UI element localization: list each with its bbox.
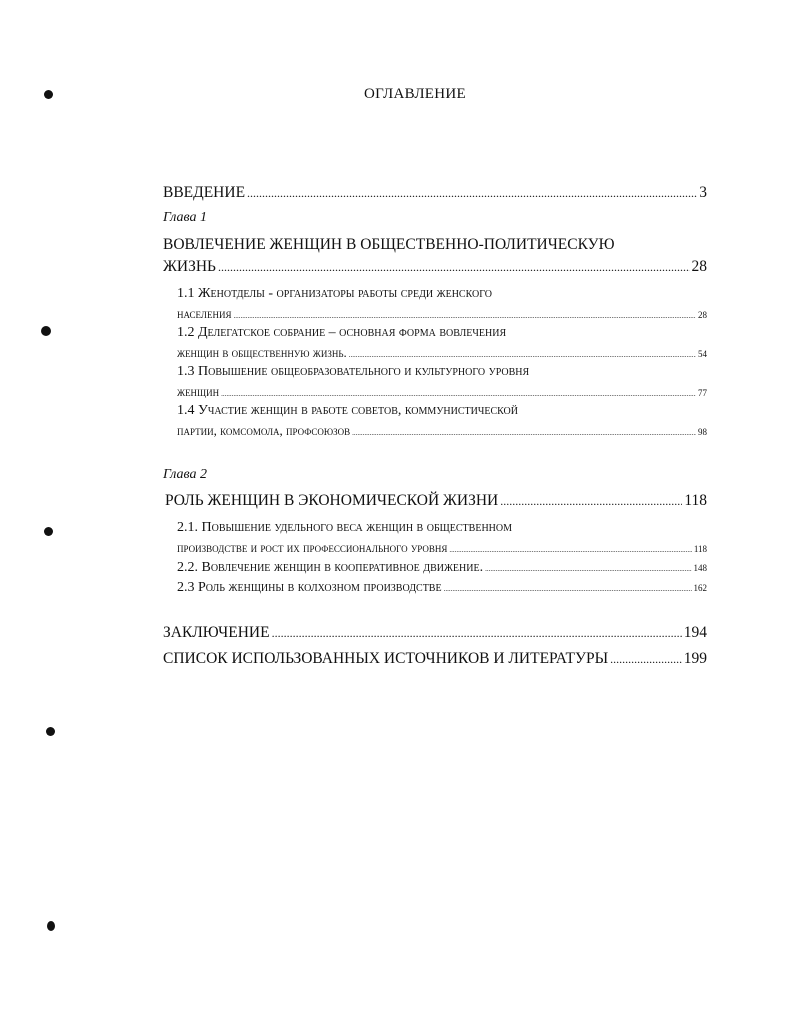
toc-entry-title-line: ВОВЛЕЧЕНИЕ ЖЕНЩИН В ОБЩЕСТВЕННО-ПОЛИТИЧЕСКУЮ	[163, 236, 615, 253]
toc-section-line: партии, комсомола, профсоюзов	[177, 423, 351, 438]
toc-entry-section[interactable]	[177, 362, 707, 404]
toc-entry-title: РОЛЬ ЖЕНЩИН В ЭКОНОМИЧЕСКОЙ ЖИЗНИ	[165, 492, 499, 509]
toc-entry-section[interactable]	[177, 578, 707, 599]
dot-leader	[449, 540, 691, 560]
toc-section-line: 2.3 Роль женщины в колхозном производстве	[177, 580, 442, 595]
toc-entry-title: СПИСОК ИСПОЛЬЗОВАННЫХ ИСТОЧНИКОВ И ЛИТЕРАТУРЫ	[163, 650, 609, 667]
toc-page-number: 28	[691, 258, 707, 275]
toc-page-number: 54	[698, 349, 707, 359]
dot-leader	[444, 579, 692, 599]
toc-section-line: 1.2 Делегатское собрание – основная форма вовлечения	[177, 325, 507, 340]
toc-section-line: 1.3 Повышение общеобразовательного и культурного уровня	[177, 364, 530, 379]
toc-page-number: 162	[693, 583, 707, 593]
toc-entry-bibliography[interactable]	[163, 648, 707, 670]
chapter-label: Глава 1	[163, 210, 207, 225]
toc-section-line: женщин	[177, 384, 220, 399]
toc-page-number: 98	[698, 427, 707, 437]
dot-leader	[352, 423, 696, 443]
toc-entry-section[interactable]	[177, 401, 707, 443]
dot-leader	[485, 559, 691, 579]
toc-page-number: 3	[699, 184, 707, 201]
toc-entry-section[interactable]	[177, 323, 707, 365]
binder-hole-mark	[44, 527, 53, 536]
toc-page-number: 77	[698, 388, 707, 398]
toc-section-line: производстве и рост их профессионального уровня	[177, 540, 448, 555]
toc-entry-section[interactable]	[177, 518, 707, 560]
toc-entry-chapter2[interactable]	[165, 490, 707, 512]
toc-page-number: 118	[693, 544, 707, 554]
dot-leader	[218, 256, 690, 278]
toc-section-line: женщин в общественную жизнь.	[177, 345, 347, 360]
toc-section-line: населения	[177, 306, 232, 321]
binder-hole-mark	[46, 727, 55, 736]
dot-leader	[272, 622, 682, 644]
dot-leader	[247, 182, 697, 204]
toc-entry-section[interactable]	[177, 558, 707, 579]
binder-hole-mark	[41, 326, 51, 336]
dot-leader	[610, 648, 682, 670]
toc-page-number: 199	[683, 650, 707, 667]
toc-section-line: 2.1. Повышение удельного веса женщин в общественном	[177, 520, 512, 535]
toc-page-number: 118	[684, 492, 707, 509]
toc-entry-title-line: ЖИЗНЬ	[163, 258, 216, 275]
binder-hole-mark	[47, 921, 55, 931]
toc-section-line: 1.4 Участие женщин в работе советов, коммунистической	[177, 403, 518, 418]
dot-leader	[500, 490, 682, 512]
chapter-label: Глава 2	[163, 467, 207, 482]
toc-entry-intro[interactable]	[163, 182, 707, 204]
toc-page-number: 148	[693, 563, 707, 573]
page-title: ОГЛАВЛЕНИЕ	[364, 86, 466, 102]
toc-entry-section[interactable]	[177, 284, 707, 326]
toc-entry-title: ЗАКЛЮЧЕНИЕ	[163, 624, 270, 641]
toc-entry-chapter1[interactable]	[163, 234, 707, 278]
toc-page-number: 194	[683, 624, 707, 641]
toc-entry-title: ВВЕДЕНИЕ	[163, 184, 246, 201]
toc-section-line: 1.1 Женотделы - организаторы работы среди женского	[177, 286, 492, 301]
toc-entry-conclusion[interactable]	[163, 622, 707, 644]
toc-section-line: 2.2. Вовлечение женщин в кооперативное движение.	[177, 560, 484, 575]
toc-page-number: 28	[698, 310, 707, 320]
